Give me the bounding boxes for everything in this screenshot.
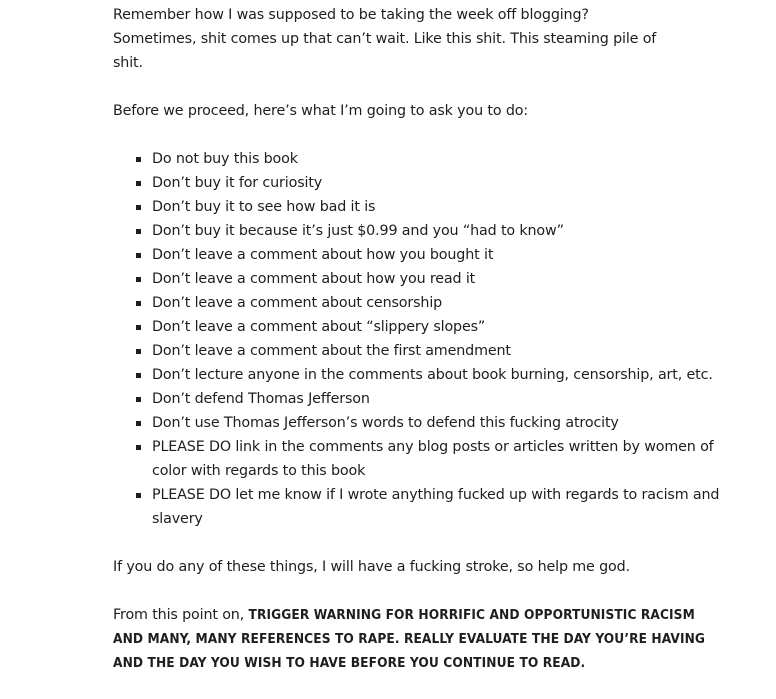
bullet-icon: [136, 205, 141, 210]
list-item: [152, 195, 723, 219]
list-item-text: Don’t leave a comment about the first amendment: [152, 343, 511, 359]
rules-list: [113, 147, 723, 531]
list-item: [152, 243, 723, 267]
bullet-icon: [136, 157, 141, 162]
bullet-icon: [136, 493, 141, 498]
bullet-icon: [136, 397, 141, 402]
list-item-text: Don’t lecture anyone in the comments about book burning, censorship, art, etc.: [152, 367, 713, 383]
list-item: [152, 339, 723, 363]
bullet-icon: [136, 229, 141, 234]
list-item: [152, 411, 723, 435]
list-item: [152, 219, 723, 243]
warning-paragraph: [113, 603, 723, 675]
list-item: [152, 171, 723, 195]
consequence-paragraph: If you do any of these things, I will have a fucking stroke, so help me god.: [113, 559, 630, 575]
list-item-text: PLEASE DO let me know if I wrote anything fucked up with regards to racism and slavery: [152, 487, 720, 527]
bullet-icon: [136, 301, 141, 306]
list-item-text: Don’t buy it to see how bad it is: [152, 199, 376, 215]
list-item: [152, 267, 723, 291]
list-item: [152, 435, 723, 483]
lead-in-paragraph: Before we proceed, here’s what I’m going to ask you to do:: [113, 103, 529, 119]
bullet-icon: [136, 421, 141, 426]
list-item-text: Don’t buy it because it’s just $0.99 and you “had to know”: [152, 223, 564, 239]
list-item: [152, 315, 723, 339]
list-item: [152, 363, 723, 387]
bullet-icon: [136, 253, 141, 258]
list-item: [152, 387, 723, 411]
bullet-icon: [136, 373, 141, 378]
list-item-text: PLEASE DO link in the comments any blog posts or articles written by women of color with regards to this book: [152, 439, 714, 479]
list-item-text: Don’t use Thomas Jefferson’s words to defend this fucking atrocity: [152, 415, 619, 431]
article-body: [113, 3, 723, 699]
intro-paragraph: Remember how I was supposed to be taking the week off blogging? Sometimes, shit comes up that can’t wait. Like this shit. This steaming pile of shit.: [113, 7, 657, 71]
trigger-warning: TRIGGER WARNING FOR HORRIFIC AND OPPORTUNISTIC RACISM AND MANY, MANY REFERENCES TO RAPE. REALLY EVALUATE THE DAY YOU’RE HAVING AND THE DAY YOU WISH TO HAVE BEFORE YOU CONTINUE TO READ.: [113, 607, 706, 671]
list-item: [152, 291, 723, 315]
bullet-icon: [136, 325, 141, 330]
list-item-text: Don’t leave a comment about how you bought it: [152, 247, 494, 263]
bullet-icon: [136, 445, 141, 450]
list-item-text: Do not buy this book: [152, 151, 298, 167]
warning-prefix: From this point on,: [113, 607, 249, 623]
list-item-text: Don’t leave a comment about “slippery slopes”: [152, 319, 486, 335]
list-item: [152, 483, 723, 531]
list-item-text: Don’t leave a comment about how you read it: [152, 271, 476, 287]
list-item-text: Don’t leave a comment about censorship: [152, 295, 443, 311]
list-item-text: Don’t buy it for curiosity: [152, 175, 323, 191]
bullet-icon: [136, 349, 141, 354]
list-item-text: Don’t defend Thomas Jefferson: [152, 391, 370, 407]
list-item: [152, 147, 723, 171]
bullet-icon: [136, 181, 141, 186]
bullet-icon: [136, 277, 141, 282]
